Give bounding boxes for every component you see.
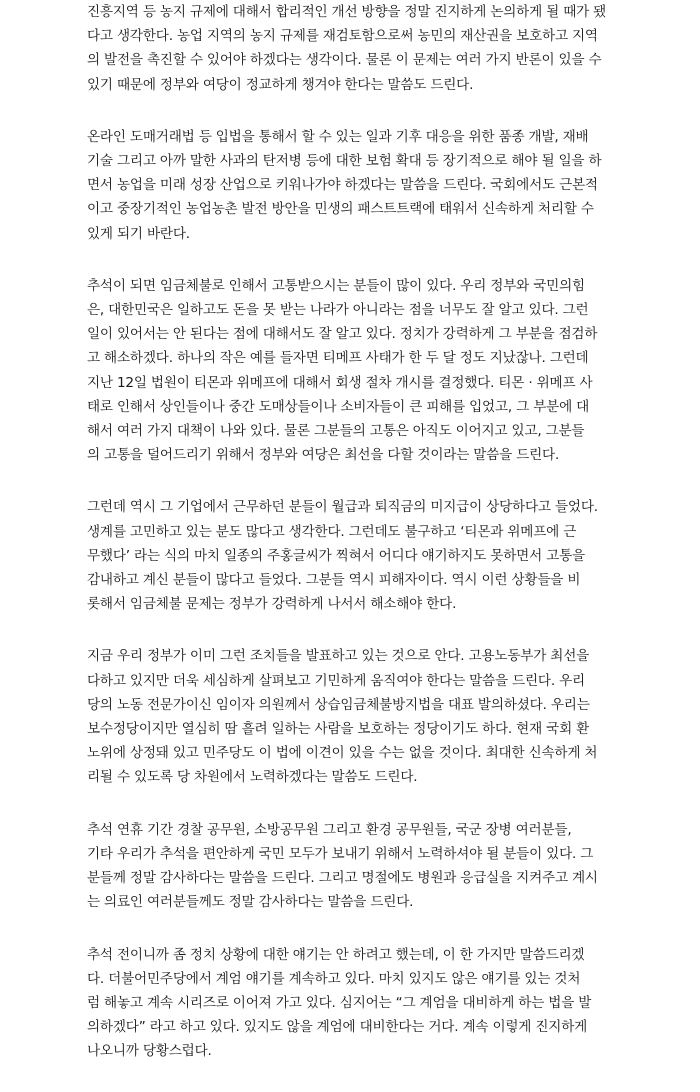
paragraph-2 <box>87 125 627 246</box>
paragraph-6 <box>87 818 627 915</box>
text-line: 다. 더불어민주당에서 계엄 얘기를 계속하고 있다. 마치 있지도 않은 얘기를 있는 것처 <box>87 970 581 987</box>
paragraph-1 <box>87 0 627 97</box>
text-line: 추석 전이니까 좀 정치 상황에 대한 얘기는 안 하려고 했는데, 이 한 가지만 말씀드리겠 <box>87 946 585 963</box>
text-line: 럼 해놓고 계속 시리즈로 이어져 가고 있다. 심지어는 “그 계엄을 대비하게 하는 법을 발 <box>87 994 592 1011</box>
text-line: 이고 중장기적인 농업농촌 발전 방안을 민생의 패스트트랙에 태워서 신속하게 처리할 수 <box>87 201 594 218</box>
text-line: 지금 우리 정부가 이미 그런 조치들을 발표하고 있는 것으로 안다. 고용노동부가 최선을 <box>87 648 590 665</box>
paragraph-4 <box>87 495 627 616</box>
text-line: 있기 때문에 정부와 여당이 정교하게 챙겨야 한다는 말씀도 드린다. <box>87 76 474 93</box>
text-line: 온라인 도매거래법 등 입법을 통해서 할 수 있는 일과 기후 대응을 위한 품종 개발, 재배 <box>87 128 589 145</box>
text-line: 태로 인해서 상인들이나 중간 도매상들이나 소비자들이 큰 피해를 입었고, 그 부분에 대 <box>87 398 590 415</box>
text-line: 리될 수 있도록 당 차원에서 노력하겠다는 말씀도 드린다. <box>87 769 418 786</box>
text-line: 노위에 상정돼 있고 민주당도 이 법에 이견이 있을 수는 없을 것이다. 최대한 신속하게 처 <box>87 745 598 762</box>
text-line: 은, 대한민국은 일하고도 돈을 못 받는 나라가 아니라는 점을 너무도 잘 알고 있다. 그런 <box>87 302 589 319</box>
text-line: 면서 농업을 미래 성장 산업으로 키워나가야 하겠다는 말씀을 드린다. 국회에서도 근본적 <box>87 177 598 194</box>
text-line: 추석 연휴 기간 경찰 공무원, 소방공무원 그리고 환경 공무원들, 국군 장병 여러분들, <box>87 821 572 838</box>
text-line: 해서 여러 가지 대책이 나와 있다. 물론 그분들의 고통은 아직도 이어지고 있고, 그분들 <box>87 423 585 440</box>
paragraph-7 <box>87 943 627 1064</box>
text-line: 있게 되기 바란다. <box>87 225 190 242</box>
text-line: 롯해서 임금체불 문제는 정부가 강력하게 나서서 해소해야 한다. <box>87 596 457 613</box>
text-line: 고 해소하겠다. 하나의 작은 예를 들자면 티메프 사태가 한 두 달 정도 지났잖나. 그런데 <box>87 350 589 367</box>
paragraph-5 <box>87 644 627 789</box>
paragraph-3 <box>87 274 627 468</box>
text-line: 다고 생각한다. 농업 지역의 농지 규제를 재검토함으로써 농민의 재산권을 보호하고 지역 <box>87 28 598 45</box>
text-line: 기타 우리가 추석을 편안하게 국민 모두가 보내기 위해서 노력하셔야 될 분들이 있다. 그 <box>87 845 594 862</box>
text-line: 보수정당이지만 열심히 땀 흘려 일하는 사람을 보호하는 정당이기도 하다. 현재 국회 환 <box>87 721 590 738</box>
text-line: 는 의료인 여러분들께도 정말 감사하다는 말씀을 드린다. <box>87 894 414 911</box>
text-line: 지난 12일 법원이 티몬과 위메프에 대해서 회생 절차 개시를 결정했다. 티몬 · 위메프 사 <box>87 374 593 391</box>
text-line: 의 발전을 촉진할 수 있어야 하겠다는 생각이다. 물론 이 문제는 여러 가지 반론이 있을 수 <box>87 52 602 69</box>
text-line: 의하겠다” 라고 하고 있다. 있지도 않을 계엄에 대비한다는 거다. 계속 이렇게 진지하게 <box>87 1019 588 1036</box>
text-line: 당의 노동 전문가이신 임이자 의원께서 상습임금체불방지법을 대표 발의하셨다. 우리는 <box>87 696 590 713</box>
text-line: 그런데 역시 그 기업에서 근무하던 분들이 월급과 퇴직금의 미지급이 상당하다고 들었다. <box>87 499 598 516</box>
text-line: 의 고통을 덜어드리기 위해서 정부와 여당은 최선을 다할 것이라는 말씀을 드린다. <box>87 447 560 464</box>
text-line: 생계를 고민하고 있는 분도 많다고 생각한다. 그런데도 불구하고 ‘티몬과 위메프에 근 <box>87 523 577 540</box>
document-body <box>87 0 627 1092</box>
text-line: 나오니까 당황스럽다. <box>87 1043 212 1060</box>
text-line: 감내하고 계신 분들이 많다고 들었다. 그분들 역시 피해자이다. 역시 이런 상황들을 비 <box>87 572 581 589</box>
text-line: 분들께 정말 감사하다는 말씀을 드린다. 그리고 명절에도 병원과 응급실을 지켜주고 계시 <box>87 870 598 887</box>
text-line: 다하고 있지만 더욱 세심하게 살펴보고 기민하게 움직여야 한다는 말씀을 드린다. 우리 <box>87 672 585 689</box>
text-line: 무했다’ 라는 식의 마치 일종의 주홍글씨가 찍혀서 어디다 얘기하지도 못하면서 고통을 <box>87 547 585 564</box>
text-line: 일이 있어서는 안 된다는 점에 대해서도 잘 알고 있다. 정치가 강력하게 그 부분을 점검하 <box>87 326 598 343</box>
text-line: 기술 그리고 아까 말한 사과의 탄저병 등에 대한 보험 확대 등 장기적으로 해야 될 일을 하 <box>87 153 602 170</box>
text-line: 추석이 되면 임금체불로 인해서 고통받으시는 분들이 많이 있다. 우리 정부와 국민의힘 <box>87 277 585 294</box>
text-line: 진흥지역 등 농지 규제에 대해서 합리적인 개선 방향을 정말 진지하게 논의하게 될 때가 됐 <box>87 4 607 20</box>
